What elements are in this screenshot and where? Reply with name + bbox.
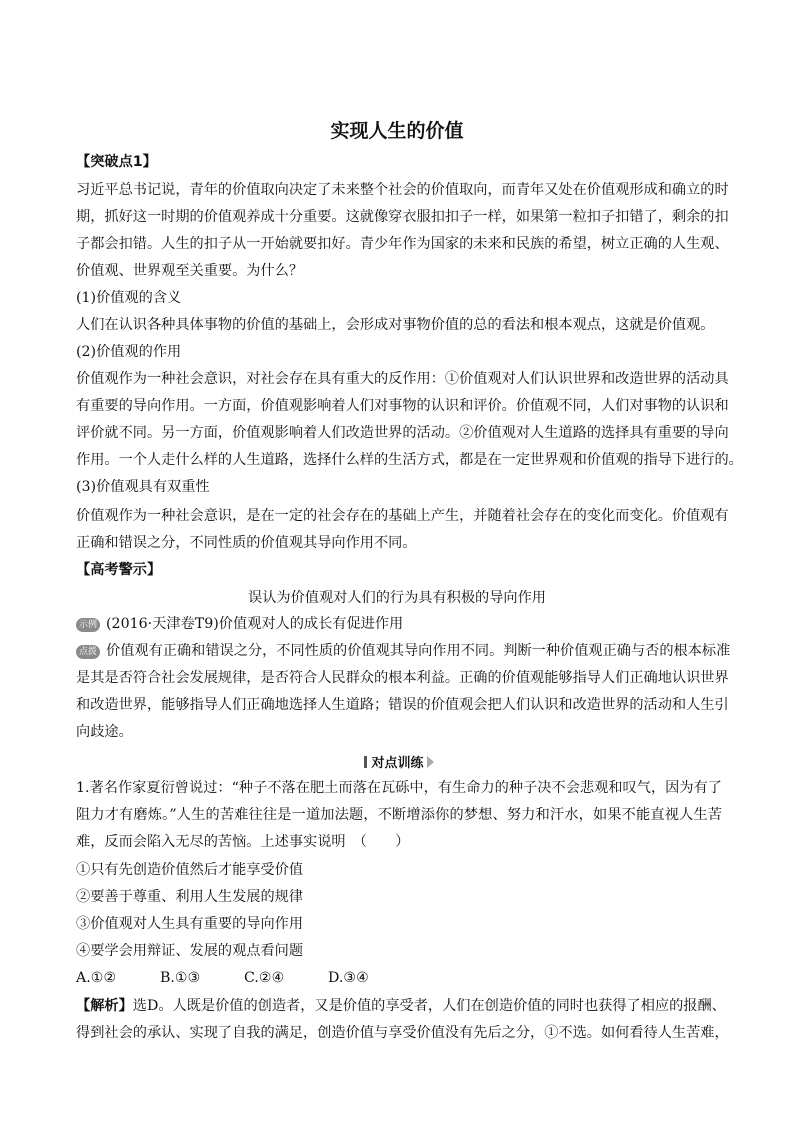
- paragraph-line: 是其是否符合社会发展规律，是否符合人民群众的根本利益。正确的价值观能够指导人们正确地认识世界: [76, 670, 729, 686]
- point-text: 价值观有正确和错误之分，不同性质的价值观其导向作用不同。判断一种价值观正确与否的根本标准: [106, 643, 731, 659]
- example-text: (2016·天津卷T9)价值观对人的成长有促进作用: [106, 616, 404, 632]
- section-heading-breakthrough: 【突破点1】: [76, 154, 157, 170]
- section-heading-warning: 【高考警示】: [76, 562, 162, 578]
- page-title: 实现人生的价值: [330, 120, 464, 142]
- question-line: 阻力才有磨炼。”人生的苦难往往是一道加法题，不断增添你的梦想、努力和汗水，如果不能直视人生苦: [76, 807, 722, 823]
- option-item: ②要善于尊重、利用人生发展的规律: [76, 889, 304, 905]
- example-row: [76, 614, 722, 634]
- paragraph-line: 期，抓好这一时期的价值观养成十分重要。这就像穿衣服扣扣子一样，如果第一粒扣子扣错了，剩余的扣: [76, 209, 729, 225]
- choice-a: A.①②: [76, 970, 117, 986]
- paragraph-line: 价值观、世界观至关重要。为什么？: [76, 263, 304, 279]
- paragraph-line: 人们在认识各种具体事物的价值的基础上，会形成对事物价值的总的看法和根本观点，这就是价值观。: [76, 317, 715, 333]
- paragraph-line: 价值观作为一种社会意识，是在一定的社会存在的基础上产生，并随着社会存在的变化而变化。价值观有: [76, 508, 729, 524]
- training-badge: [0, 752, 794, 771]
- paragraph-line: 评价就不同。另一方面，价值观影响着人们改造世界的活动。②价值观对人生道路的选择具有重要的导向: [76, 425, 729, 441]
- warning-title: 误认为价值观对人们的行为具有积极的导向作用: [248, 590, 546, 606]
- analysis-row: [76, 996, 726, 1016]
- question-line: 1.著名作家夏衍曾说过：“种子不落在肥土而落在瓦砾中，有生命力的种子决不会悲观和叹气，因为有了: [76, 780, 722, 796]
- bar-marker-icon: [364, 756, 367, 768]
- option-item: ①只有先创造价值然后才能享受价值: [76, 862, 304, 878]
- choices-row: [76, 968, 722, 988]
- paragraph-line: 习近平总书记说，青年的价值取向决定了未来整个社会的价值取向，而青年又处在价值观形成和确立的时: [76, 182, 729, 198]
- paragraph-line: 作用。一个人走什么样的人生道路，选择什么样的生活方式，都是在一定世界观和价值观的指导下进行的。: [76, 452, 743, 468]
- analysis-label: 【解析】: [76, 998, 133, 1014]
- analysis-text: 选D。人既是价值的创造者，又是价值的享受者，人们在创造价值的同时也获得了相应的报酬、: [132, 998, 726, 1014]
- paragraph-line: 得到社会的承认、实现了自我的满足，创造价值与享受价值没有先后之分，①不选。如何看待人生苦难，: [76, 1025, 729, 1041]
- paragraph-line: 有重要的导向作用。一方面，价值观影响着人们对事物的认识和评价。价值观不同，人们对事物的认识和: [76, 398, 729, 414]
- paragraph-line: 向歧途。: [76, 724, 133, 740]
- point-row: [76, 641, 731, 661]
- option-item: ④要学会用辩证、发展的观点看问题: [76, 943, 304, 959]
- training-label: 对点训练: [371, 756, 424, 771]
- paragraph-line: 和改造世界，能够指导人们正确地选择人生道路；错误的价值观会把人们认识和改造世界的活动和人生引: [76, 697, 729, 713]
- example-tag: 示例: [76, 618, 100, 632]
- question-line: 难，反而会陷入无尽的苦恼。上述事实说明 （ ）: [76, 834, 410, 850]
- option-item: ③价值观对人生具有重要的导向作用: [76, 916, 304, 932]
- subheading-meaning: (1)价值观的含义: [76, 290, 182, 306]
- choice-d: D.③④: [328, 970, 369, 986]
- point-tag: 点拨: [76, 645, 100, 659]
- triangle-right-icon: [427, 756, 434, 768]
- choice-b: B.①③: [160, 970, 201, 986]
- paragraph-line: 子都会扣错。人生的扣子从一开始就要扣好。青少年作为国家的未来和民族的希望，树立正确的人生观、: [76, 236, 729, 252]
- choice-c: C.②④: [244, 970, 285, 986]
- paragraph-line: 价值观作为一种社会意识，对社会存在具有重大的反作用：①价值观对人们认识世界和改造世界的活动具: [76, 371, 729, 387]
- subheading-duality: (3)价值观具有双重性: [76, 479, 210, 495]
- subheading-function: (2)价值观的作用: [76, 344, 182, 360]
- paragraph-line: 正确和错误之分，不同性质的价值观其导向作用不同。: [76, 535, 417, 551]
